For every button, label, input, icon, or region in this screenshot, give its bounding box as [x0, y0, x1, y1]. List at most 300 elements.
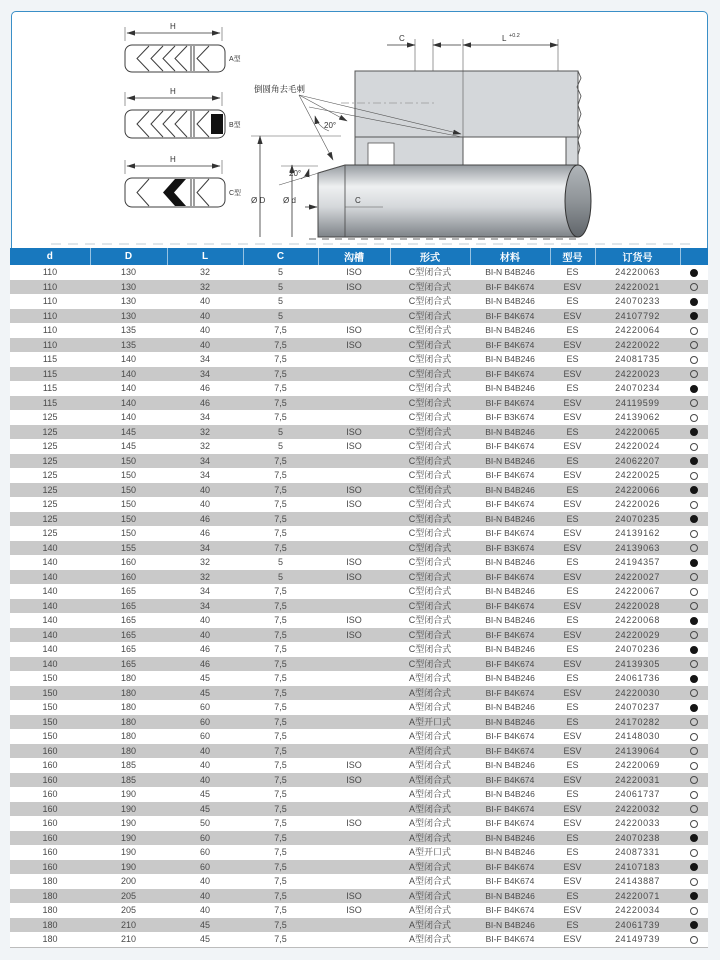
cell-L: 45 [167, 686, 243, 701]
seal-diagram-a [125, 22, 241, 72]
cell-groove [318, 657, 390, 672]
cell-stock [680, 512, 708, 527]
cell-order: 24070237 [615, 702, 660, 712]
cell-order: 24148030 [615, 731, 660, 741]
cell-order: 24119599 [595, 396, 680, 411]
cell-form: A型闭合式 [390, 918, 470, 933]
cell-material: BI-N B4B246 [470, 889, 550, 904]
cell-order: 24220034 [615, 905, 660, 915]
cell-groove [318, 381, 390, 396]
cell-order: 24220026 [615, 499, 660, 509]
cell-material: BI-F B4K674 [470, 309, 550, 324]
cell-d: 180 [42, 934, 58, 944]
availability-dot [690, 762, 698, 770]
availability-dot [690, 385, 698, 393]
cell-d: 140 [42, 586, 58, 596]
cell-d: 140 [10, 628, 90, 643]
cell-material: BI-F B4K674 [485, 499, 535, 509]
cell-groove [318, 918, 390, 933]
availability-dot [690, 820, 698, 828]
cell-order: 24087331 [615, 847, 660, 857]
table-row [10, 352, 708, 367]
cell-model: ES [550, 831, 595, 846]
cell-order: 24220021 [595, 280, 680, 295]
cell-d: 140 [10, 599, 90, 614]
cell-C: 7,5 [243, 744, 318, 759]
cell-form: C型闭合式 [390, 570, 470, 585]
cell-material: BI-N B4B246 [485, 615, 535, 625]
availability-dot [690, 356, 698, 364]
cell-C: 5 [243, 570, 318, 585]
cell-stock [680, 410, 708, 425]
cell-model: ESV [563, 731, 582, 741]
cell-form: C型闭合式 [408, 412, 452, 422]
cell-stock [680, 686, 708, 701]
cell-D: 185 [120, 760, 137, 770]
cell-d: 140 [10, 541, 90, 556]
cell-C: 7,5 [274, 615, 287, 625]
cell-C: 7,5 [274, 847, 287, 857]
cell-C: 7,5 [274, 470, 287, 480]
cell-L: 32 [167, 570, 243, 585]
cell-C: 7,5 [274, 586, 287, 596]
cell-groove: ISO [346, 818, 362, 828]
availability-dot [690, 733, 698, 741]
cell-stock [680, 918, 708, 933]
cell-groove: ISO [318, 889, 390, 904]
cell-C: 7,5 [274, 760, 287, 770]
cell-groove [318, 729, 390, 744]
cell-groove: ISO [318, 425, 390, 440]
cell-d: 115 [42, 383, 58, 393]
cell-order: 24220064 [615, 325, 660, 335]
cell-C: 7,5 [243, 628, 318, 643]
cell-material: BI-F B4K674 [470, 338, 550, 353]
cell-L: 46 [199, 644, 210, 654]
cell-d: 140 [42, 557, 58, 567]
availability-dot [690, 283, 698, 291]
cell-D: 185 [90, 773, 167, 788]
cell-C: 5 [277, 267, 283, 277]
table-row [10, 700, 708, 715]
cell-order: 24061737 [615, 789, 660, 799]
cell-L: 34 [167, 367, 243, 382]
cell-material: BI-F B4K674 [470, 396, 550, 411]
table-row [10, 831, 708, 846]
cell-material: BI-F B4K674 [470, 657, 550, 672]
cell-D: 130 [120, 296, 137, 306]
cell-form: A型闭合式 [390, 686, 470, 701]
cell-stock [680, 744, 708, 759]
cell-d: 125 [42, 441, 58, 451]
cell-groove [318, 468, 390, 483]
cell-C: 7,5 [274, 818, 287, 828]
cell-order: 24170282 [595, 715, 680, 730]
cell-d: 125 [42, 499, 58, 509]
cell-order: 24139305 [595, 657, 680, 672]
cell-material: BI-N B4B246 [470, 715, 550, 730]
cell-model: ES [550, 918, 595, 933]
cell-order: 24139064 [595, 744, 680, 759]
availability-dot [690, 849, 698, 857]
cell-form: C型闭合式 [390, 396, 470, 411]
cell-groove: ISO [346, 267, 362, 277]
angle-bottom-label: 20° [289, 169, 302, 178]
cell-form: C型闭合式 [408, 499, 452, 509]
cell-stock [680, 802, 708, 817]
cell-model: ESV [550, 570, 595, 585]
cell-order: 24070233 [615, 296, 660, 306]
table-row [10, 425, 708, 440]
cell-form: A型闭合式 [390, 831, 470, 846]
cell-form: C型闭合式 [408, 615, 452, 625]
cell-stock [680, 613, 708, 628]
cell-order: 24220069 [615, 760, 660, 770]
cell-d: 125 [42, 470, 58, 480]
cell-form: A型开口式 [408, 847, 451, 857]
cell-form: C型闭合式 [408, 441, 452, 451]
cell-D: 205 [90, 889, 167, 904]
cell-model: ES [550, 715, 595, 730]
cell-C: 7,5 [274, 905, 287, 915]
cell-C: 7,5 [274, 789, 287, 799]
table-row [10, 599, 708, 614]
cell-D: 150 [90, 512, 167, 527]
cell-order: 24220028 [595, 599, 680, 614]
table-row [10, 642, 708, 657]
cell-stock [680, 454, 708, 469]
table-row [10, 381, 708, 396]
header-order: 订货号 [595, 248, 680, 265]
table-row [10, 671, 708, 686]
cell-L: 46 [167, 657, 243, 672]
cell-d: 115 [10, 367, 90, 382]
table-row [10, 497, 708, 512]
header-material: 材料 [470, 248, 550, 265]
cell-D: 150 [120, 499, 137, 509]
cell-model: ESV [563, 876, 582, 886]
cell-material: BI-F B4K674 [485, 441, 535, 451]
cell-model: ESV [563, 412, 582, 422]
cell-C: 5 [243, 425, 318, 440]
cell-D: 180 [90, 715, 167, 730]
cell-stock [680, 338, 708, 353]
cell-material: BI-F B4K674 [470, 599, 550, 614]
cell-groove [318, 831, 390, 846]
cell-d: 140 [42, 644, 58, 654]
cell-groove: ISO [318, 570, 390, 585]
cell-C: 7,5 [243, 367, 318, 382]
cell-form: C型闭合式 [408, 296, 452, 306]
cell-C: 7,5 [243, 541, 318, 556]
cell-L: 40 [167, 744, 243, 759]
cell-C: 7,5 [274, 876, 287, 886]
cell-stock [680, 570, 708, 585]
cell-material: BI-F B3K674 [485, 412, 535, 422]
cell-material: BI-N B4B246 [485, 644, 535, 654]
cell-C: 7,5 [274, 499, 287, 509]
cell-stock [680, 874, 708, 889]
cell-groove: ISO [346, 905, 362, 915]
header-groove: 沟槽 [318, 248, 390, 265]
cell-L: 40 [167, 628, 243, 643]
cell-D: 190 [90, 860, 167, 875]
seal-diagram-b [125, 87, 241, 138]
cell-model: ES [566, 586, 579, 596]
cell-L: 50 [199, 818, 210, 828]
cell-form: A型闭合式 [408, 673, 451, 683]
availability-dot [690, 892, 698, 900]
cell-groove: ISO [318, 338, 390, 353]
cell-groove [318, 584, 390, 599]
cell-L: 45 [167, 802, 243, 817]
cell-L: 34 [199, 412, 210, 422]
cell-D: 150 [90, 454, 167, 469]
cell-groove [318, 874, 390, 889]
cell-model: ESV [550, 802, 595, 817]
cell-stock [680, 845, 708, 860]
cell-stock [680, 715, 708, 730]
cell-model: ESV [550, 628, 595, 643]
cell-C: 7,5 [243, 918, 318, 933]
cell-d: 160 [10, 773, 90, 788]
cell-d: 110 [42, 325, 58, 335]
cell-stock [680, 323, 708, 338]
cell-groove [318, 454, 390, 469]
cell-stock [680, 526, 708, 541]
cell-d: 160 [10, 802, 90, 817]
cell-D: 165 [120, 644, 137, 654]
cell-order: 24220068 [615, 615, 660, 625]
cell-d: 125 [10, 425, 90, 440]
cell-material: BI-F B4K674 [470, 280, 550, 295]
cell-model: ESV [563, 528, 582, 538]
cell-stock [680, 541, 708, 556]
cell-stock [680, 584, 708, 599]
cell-L: 34 [167, 599, 243, 614]
h-dim-label-a: H [170, 22, 176, 31]
cell-form: C型闭合式 [390, 425, 470, 440]
cell-C: 5 [277, 296, 283, 306]
cell-L: 40 [167, 309, 243, 324]
table-row [10, 860, 708, 875]
cell-form: A型闭合式 [408, 876, 451, 886]
cell-groove: ISO [346, 499, 362, 509]
cell-form: C型闭合式 [390, 628, 470, 643]
cell-groove [318, 802, 390, 817]
technical-drawing [11, 11, 708, 249]
table-row [10, 294, 708, 309]
cell-D: 135 [120, 325, 137, 335]
availability-dot [690, 472, 698, 480]
table-row [10, 396, 708, 411]
header-L: L [167, 248, 243, 265]
cell-model: ESV [563, 441, 582, 451]
cell-model: ES [566, 383, 579, 393]
availability-dot [690, 588, 698, 596]
cell-stock [680, 309, 708, 324]
availability-dot [690, 457, 698, 465]
table-row [10, 773, 708, 788]
cell-material: BI-F B4K674 [485, 876, 535, 886]
cell-model: ES [566, 644, 579, 654]
availability-dot [690, 660, 698, 668]
cell-material: BI-N B4B246 [485, 789, 535, 799]
cell-D: 180 [90, 744, 167, 759]
cell-groove: ISO [346, 615, 362, 625]
cell-order: 24149739 [615, 934, 660, 944]
table-row [10, 816, 708, 831]
cell-groove: ISO [346, 441, 362, 451]
cell-form: C型闭合式 [390, 367, 470, 382]
cell-D: 165 [90, 657, 167, 672]
cell-groove [318, 642, 390, 657]
availability-dot [690, 617, 698, 625]
cell-L: 45 [167, 918, 243, 933]
cell-C: 7,5 [274, 731, 287, 741]
cell-L: 46 [167, 512, 243, 527]
cell-model: ES [566, 557, 579, 567]
cell-stock [680, 758, 708, 773]
dim-l-label: L [502, 34, 507, 43]
cell-stock [680, 294, 708, 309]
cell-D: 145 [120, 441, 137, 451]
cell-stock [680, 773, 708, 788]
cell-order: 24139062 [615, 412, 660, 422]
cell-form: A型闭合式 [390, 744, 470, 759]
cell-model: ESV [550, 280, 595, 295]
cell-C: 7,5 [243, 454, 318, 469]
cell-order: 24220065 [595, 425, 680, 440]
cell-C: 5 [243, 280, 318, 295]
availability-dot [690, 791, 698, 799]
cell-form: A型闭合式 [408, 818, 451, 828]
availability-dot [690, 414, 698, 422]
cell-d: 140 [10, 570, 90, 585]
cell-d: 150 [42, 702, 58, 712]
cell-C: 7,5 [243, 802, 318, 817]
cell-form: C型闭合式 [390, 338, 470, 353]
cell-material: BI-F B4K674 [485, 905, 535, 915]
cell-d: 125 [10, 454, 90, 469]
cell-order: 24220067 [615, 586, 660, 596]
cell-D: 160 [120, 557, 137, 567]
cell-model: ESV [550, 686, 595, 701]
cell-D: 140 [120, 383, 137, 393]
cell-stock [680, 889, 708, 904]
cell-material: BI-N B4B246 [485, 673, 535, 683]
cell-d: 180 [42, 876, 58, 886]
availability-dot [690, 530, 698, 538]
cell-stock [680, 352, 708, 367]
cell-L: 40 [167, 483, 243, 498]
cell-order: 24220032 [595, 802, 680, 817]
cell-stock [680, 265, 708, 280]
spec-table [10, 248, 708, 948]
cell-d: 160 [42, 847, 58, 857]
cell-order: 24143887 [615, 876, 660, 886]
cell-L: 34 [199, 586, 210, 596]
cell-D: 190 [90, 831, 167, 846]
cell-C: 7,5 [243, 831, 318, 846]
availability-dot [690, 631, 698, 639]
cell-order: 24139162 [615, 528, 660, 538]
cell-L: 40 [199, 876, 210, 886]
availability-dot [690, 559, 698, 567]
cell-material: BI-F B4K674 [470, 860, 550, 875]
availability-dot [690, 573, 698, 581]
availability-dot [690, 443, 698, 451]
cell-L: 40 [167, 338, 243, 353]
cell-form: C型闭合式 [390, 599, 470, 614]
header-form: 形式 [390, 248, 470, 265]
cell-model: ES [566, 325, 579, 335]
cell-L: 34 [199, 354, 210, 364]
cell-L: 40 [167, 889, 243, 904]
cell-D: 145 [90, 425, 167, 440]
angle-top-label: 20° [324, 121, 337, 130]
cell-model: ES [566, 354, 579, 364]
availability-dot [690, 515, 698, 523]
cell-form: C型闭合式 [408, 470, 452, 480]
cell-d: 160 [42, 818, 58, 828]
cell-order: 24107183 [595, 860, 680, 875]
cell-form: A型闭合式 [408, 905, 451, 915]
cell-material: BI-F B4K674 [470, 367, 550, 382]
table-row [10, 874, 708, 889]
cell-C: 5 [277, 441, 283, 451]
cell-C: 7,5 [243, 773, 318, 788]
cell-material: BI-N B4B246 [470, 512, 550, 527]
cell-groove [318, 541, 390, 556]
cell-d: 180 [10, 889, 90, 904]
cell-stock [680, 468, 708, 483]
cell-D: 190 [120, 847, 137, 857]
cell-order: 24194357 [615, 557, 660, 567]
cell-model: ES [566, 615, 579, 625]
cell-model: ESV [550, 773, 595, 788]
cell-form: C型闭合式 [390, 454, 470, 469]
cell-D: 140 [120, 412, 137, 422]
cell-groove: ISO [318, 773, 390, 788]
cell-order: 24220066 [595, 483, 680, 498]
cell-d: 160 [10, 860, 90, 875]
cell-order: 24070235 [595, 512, 680, 527]
cell-material: BI-F B4K674 [485, 818, 535, 828]
cell-D: 180 [120, 731, 137, 741]
cell-material: BI-N B4B246 [470, 454, 550, 469]
availability-dot [690, 878, 698, 886]
cell-L: 45 [199, 934, 210, 944]
cell-stock [680, 816, 708, 831]
cell-D: 210 [90, 918, 167, 933]
cell-model: ESV [550, 744, 595, 759]
availability-dot [690, 341, 698, 349]
cell-groove [318, 352, 390, 367]
cell-D: 150 [90, 483, 167, 498]
seal-type-b-label: B型 [229, 122, 241, 129]
cell-stock [680, 396, 708, 411]
cell-order: 24061736 [615, 673, 660, 683]
cell-d: 150 [10, 686, 90, 701]
availability-dot [690, 776, 698, 784]
availability-dot [690, 863, 698, 871]
cell-form: A型闭合式 [408, 789, 451, 799]
cell-model: ES [566, 789, 579, 799]
cell-model: ESV [550, 367, 595, 382]
cell-D: 200 [120, 876, 137, 886]
cell-C: 7,5 [243, 657, 318, 672]
